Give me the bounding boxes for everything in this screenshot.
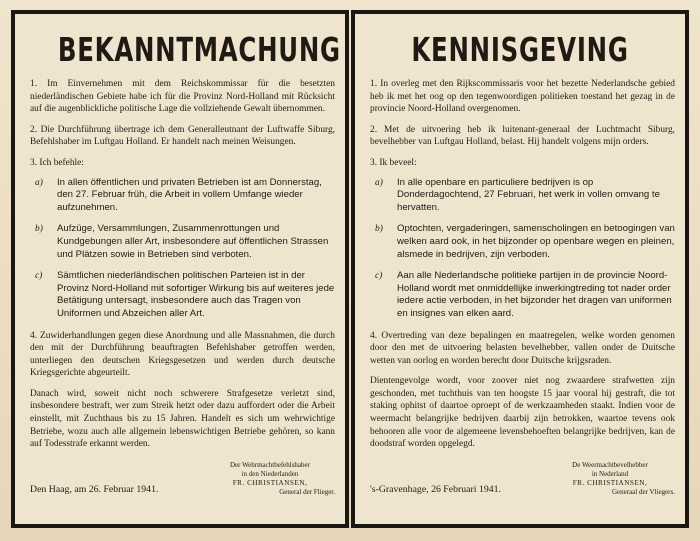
dutch-paragraph-2: 2. Met de uitvoering heb ik luitenant-generaal der Luchtmacht Siburg, bevelhebber van Luftgau Holland, belast. Hij handelt volgens mijn orders. xyxy=(370,124,675,148)
dutch-item-c-letter: c) xyxy=(375,271,383,282)
german-item-c-letter: c) xyxy=(35,271,43,282)
dutch-paragraph-1: 1. In overleg met den Rijkscommissaris voor het bezette Nederlandsche gebied heb ik met het oog op den tegenwoordigen politieken toestand het gezag in de provincie Noord-Holland overgenomen. xyxy=(370,79,675,115)
dutch-item-b-text: Optochten, vergaderingen, samenscholingen en betoogingen van welken aard ook, in het bijzonder op openbare wegen en pleinen, alsmede in bedrijven, zijn verboden. xyxy=(397,223,675,260)
german-date: Den Haag, am 26. Februar 1941. xyxy=(30,484,159,496)
dutch-signature-name: FR. CHRISTIANSEN, xyxy=(572,478,648,487)
german-signature xyxy=(205,461,335,497)
dutch-footer xyxy=(370,461,675,497)
german-item-c-text: Sämtlichen niederländischen politischen Parteien ist in der Provinz Nord-Holland mit sofortiger Wirkung bis auf weiteres jede Betätigung untersagt, insbesondere auch das Tragen von Uniformen und Abzeichen aller Art. xyxy=(57,270,335,319)
german-item-a-letter: a) xyxy=(35,177,43,188)
dutch-signature-rank: Generaal der Vliegers. xyxy=(611,487,675,496)
dutch-item-a-letter: a) xyxy=(375,177,383,188)
german-title: BEKANNTMACHUNG xyxy=(57,30,341,69)
german-notice-panel xyxy=(11,10,349,528)
dutch-signature-line2: in Nederland xyxy=(591,469,629,478)
dutch-item-a xyxy=(370,177,675,215)
german-body xyxy=(15,78,345,497)
german-signature-line1: Der Wehrmachtbefehlshaber xyxy=(230,460,310,469)
dutch-signature xyxy=(545,461,675,497)
german-item-b-letter: b) xyxy=(35,224,43,235)
dutch-notice-panel xyxy=(351,10,689,528)
german-item-b-text: Aufzüge, Versammlungen, Zusammenrottungen und Kundgebungen aller Art, insbesondere auf öffentlichen Strassen und Plätzen sowie in Betrieben sind verboten. xyxy=(57,223,329,260)
german-paragraph-5: Danach wird, soweit nicht noch schwerere Strafgesetze verletzt sind, insbesondere bestraft, wer zum Streik hetzt oder dazu auffordert oder die Arbeit einstellt, mit Zuchthaus bis zu 15 Jahren. Handelt es sich um wehrwichtige Betriebe, wozu auch alle allgemein lebenswichtigen Betriebe gehören, so kann auf Todesstrafe erkannt werden. xyxy=(30,388,335,450)
dutch-date: 's-Gravenhage, 26 Februari 1941. xyxy=(370,484,501,496)
dutch-item-c-text: Aan alle Nederlandsche politieke partijen in de provincie Noord-Holland wordt met onmiddellijke inwerkingtreding tot nader order iedere actie verboden, in het bijzonder het dragen van uniformen en insignes van elken aard. xyxy=(397,270,672,319)
dutch-signature-line1: De Weermachtbevelhebber xyxy=(572,460,648,469)
dutch-item-b xyxy=(370,223,675,261)
german-paragraph-4: 4. Zuwiderhandlungen gegen diese Anordnung und alle Massnahmen, die durch den mit der Durchführung beauftragten Befehlshaber getroffen werden, unterliegen den deutschen Kriegsgesetzen und werden durch deutsche Kriegsgerichte abgeurteilt. xyxy=(30,330,335,379)
german-item-c xyxy=(30,270,335,320)
dutch-paragraph-5: Dientengevolge wordt, voor zoover niet nog zwaardere strafwetten zijn geschonden, met tuchthuis van ten hoogste 15 jaar vooral hij gestraft, die tot staking ophitst of daartoe oproept of de werkzaamheden staakt. Indien voor de weermacht belangrijke bedrijven daarbij zijn betrokken, waartoe tevens ook behooren alle voor de algemeene levensbehoeften belangrijke bedrijven, kan de doodstraf worden opgelegd. xyxy=(370,376,675,450)
dutch-body xyxy=(355,78,685,497)
german-signature-line2: in den Niederlanden xyxy=(241,469,299,478)
german-item-b xyxy=(30,223,335,261)
german-paragraph-3-intro: 3. Ich befehle: xyxy=(30,157,84,168)
german-item-a-text: In allen öffentlichen und privaten Betrieben ist am Donnerstag, den 27. Februar früh, die Arbeit in vollem Umfange wieder aufzunehmen. xyxy=(57,176,322,213)
german-footer xyxy=(30,461,335,497)
dutch-item-b-letter: b) xyxy=(375,224,383,235)
german-signature-name: FR. CHRISTIANSEN, xyxy=(232,478,308,487)
dutch-item-a-text: In alle openbare en particuliere bedrijven is op Donderdagochtend, 27 Februari, het werk in vollen omvang te hervatten. xyxy=(397,176,660,213)
german-item-a xyxy=(30,177,335,215)
dutch-paragraph-4: 4. Overtreding van deze bepalingen en maatregelen, welke worden genomen door den met de uitvoering belasten bevelhebber, vallen onder de Duitsche wetten van oorlog en worden berecht door Duitsche krijgsraden. xyxy=(370,330,675,366)
german-paragraph-1: 1. Im Einvernehmen mit dem Reichskommissar für die besetzten niederländischen Gebiete habe ich für die Provinz Nord-Holland mit Rücksicht auf die augenblickliche politische Lage die vollziehende Gewalt übernommen. xyxy=(30,79,335,115)
dutch-paragraph-3-intro: 3. Ik beveel: xyxy=(370,157,417,168)
dutch-item-c xyxy=(370,270,675,320)
dutch-title: KENNISGEVING xyxy=(411,30,629,69)
german-paragraph-2: 2. Die Durchführung übertrage ich dem Generalleutnant der Luftwaffe Siburg, Befehlshaber im Luftgau Holland. Er handelt nach meinen Weisungen. xyxy=(30,124,335,148)
german-signature-rank: General der Flieger. xyxy=(279,487,335,496)
